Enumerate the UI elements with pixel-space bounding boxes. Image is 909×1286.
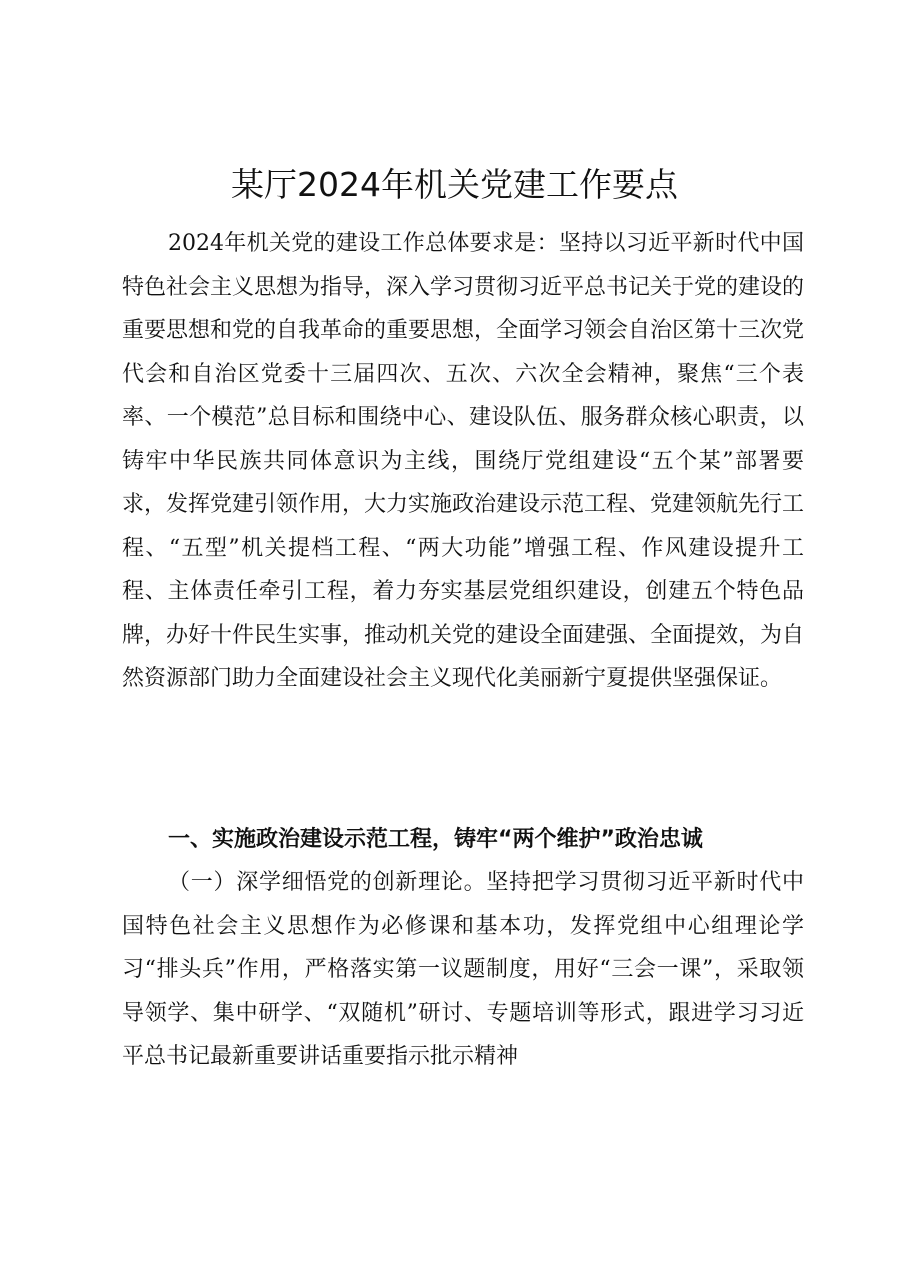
document-title: 某厅2024年机关党建工作要点 bbox=[231, 165, 678, 204]
section-1-item-1-paragraph: （一）深学细悟党的创新理论。坚持把学习贯彻习近平新时代中国特色社会主义思想作为必修课和基本功，发挥党组中心组理论学习“排头兵”作用，严格落实第一议题制度，用好“三会一课”，采取领导领学、集中研学、“双随机”研讨、专题培训等形式，跟进学习习近平总书记最新重要讲话重要指示批示精神 bbox=[122, 870, 804, 1069]
intro-paragraph: 2024年机关党的建设工作总体要求是：坚持以习近平新时代中国特色社会主义思想为指导，深入学习贯彻习近平总书记关于党的建设的重要思想和党的自我革命的重要思想，全面学习领会自治区第十三次党代会和自治区党委十三届四次、五次、六次全会精神，聚焦“三个表率、一个模范”总目标和围绕中心、建设队伍、服务群众核心职责，以铸牢中华民族共同体意识为主线，围绕厅党组建设“五个某”部署要求，发挥党建引领作用，大力实施政治建设示范工程、党建领航先行工程、“五型”机关提档工程、“两大功能”增强工程、作风建设提升工程、主体责任牵引工程，着力夯实基层党组织建设，创建五个特色品牌，办好十件民生实事，推动机关党的建设全面建强、全面提效，为自然资源部门助力全面建设社会主义现代化美丽新宁夏提供坚强保证。 bbox=[122, 231, 805, 691]
section-heading-1: 一、实施政治建设示范工程，铸牢“两个维护”政治忠诚 bbox=[168, 827, 703, 852]
